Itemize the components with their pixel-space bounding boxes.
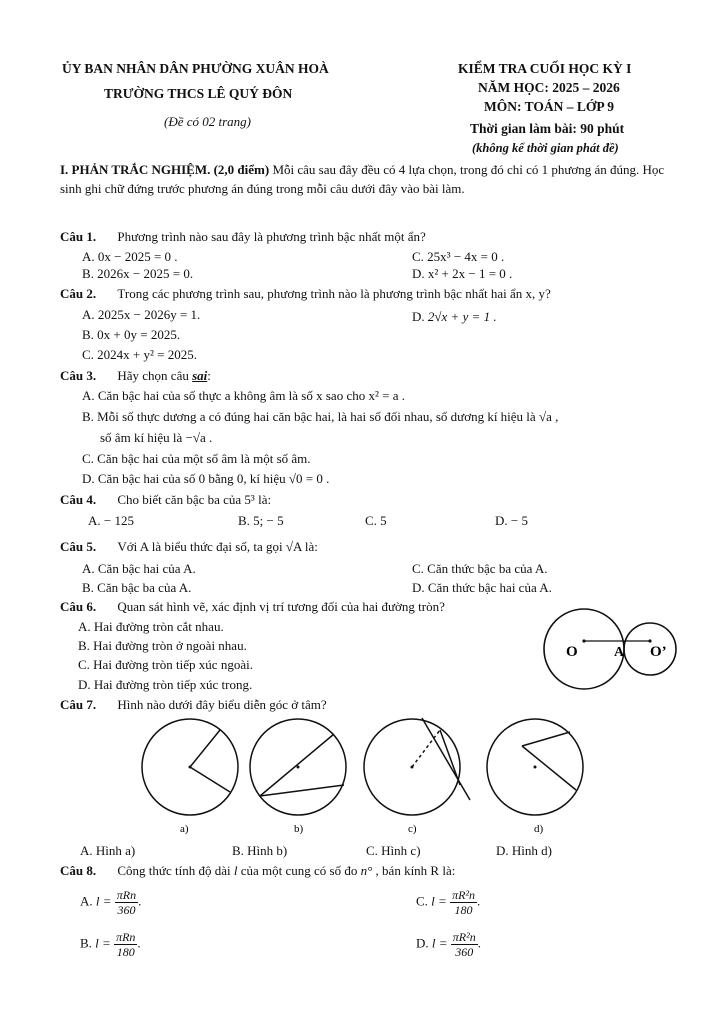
q3-option-a: A. Căn bậc hai của số thực a không âm là số x sao cho x² = a . <box>82 388 405 403</box>
circle-o <box>544 609 624 689</box>
q1-option-c: C. 25x³ − 4x = 0 . <box>412 249 505 264</box>
section-title: I. PHẢN TRẮC NGHIỆM. (2,0 điểm) <box>60 162 270 177</box>
segment-2 <box>522 746 576 790</box>
question-5 <box>60 539 318 555</box>
chord-ca <box>260 785 344 796</box>
q8-option-d: D. l = $\frac{\text{πR²n}}{360}$ . <box>416 930 481 959</box>
question-label: Câu 4. <box>60 492 97 507</box>
q5-option-a: A. Căn bậc hai của A. <box>82 561 196 576</box>
fraction-denominator: 360 <box>117 903 136 917</box>
q1-option-b: B. 2026x − 2025 = 0. <box>82 266 194 281</box>
question-label: Câu 1. <box>60 229 97 244</box>
question-3 <box>60 368 211 384</box>
q2-option-d <box>412 309 497 325</box>
chord-cb <box>260 734 334 796</box>
tangent-line <box>422 718 470 800</box>
q4-option-c: C. 5 <box>365 513 387 528</box>
q2-option-b: B. 0x + 0y = 2025. <box>82 327 181 342</box>
q6-option-b: B. Hai đường tròn ở ngoài nhau. <box>78 638 247 653</box>
fig-label-b: b) <box>294 823 304 835</box>
header-page-note: (Đề có 02 trang) <box>164 114 252 129</box>
q3-option-c: C. Căn bậc hai của một số âm là một số âm. <box>82 451 311 466</box>
q3-option-b: B. Mỗi số thực dương a có đúng hai căn bậc hai, là hai số đối nhau, số dương kí hiệu là √a , <box>82 409 559 424</box>
q7-angles-figure <box>130 712 610 838</box>
q8-option-b: B. l = $\frac{\text{πRn}}{180}$ . <box>80 930 141 959</box>
radius-ob <box>190 767 230 792</box>
q6-option-c: C. Hai đường tròn tiếp xúc ngoài. <box>78 657 253 672</box>
q7-option-c: C. Hình c) <box>366 843 421 858</box>
q2-option-a: A. 2025x − 2026y = 1. <box>82 307 201 322</box>
question-text: Công thức tính độ dài l của một cung có số đo n° , bán kính R là: <box>117 863 456 878</box>
question-text: Phương trình nào sau đây là phương trình bậc nhất một ẩn? <box>117 229 426 244</box>
header-authority: ỦY BAN NHÂN DÂN PHƯỜNG XUÂN HOÀ <box>62 61 329 76</box>
q7-option-a: A. Hình a) <box>80 843 136 858</box>
header-duration: Thời gian làm bài: 90 phút <box>470 121 625 136</box>
question-1 <box>60 229 426 245</box>
q1-option-d: D. x² + 2x − 1 = 0 . <box>412 266 513 281</box>
fraction-numerator: πR²n <box>452 930 476 944</box>
question-label: Câu 8. <box>60 863 97 878</box>
q7-option-b: B. Hình b) <box>232 843 288 858</box>
question-text: Hãy chọn câu sai: <box>117 368 211 383</box>
question-text: Trong các phương trình sau, phương trình nào là phương trình bậc nhất hai ẩn x, y? <box>117 286 551 301</box>
radius-oa <box>190 730 220 767</box>
question-4 <box>60 492 271 508</box>
q3-option-b-cont: số âm kí hiệu là −√a . <box>100 430 213 445</box>
question-label: Câu 2. <box>60 286 97 301</box>
q6-two-circles-figure <box>536 606 686 692</box>
q6-option-a: A. Hai đường tròn cắt nhau. <box>78 619 224 634</box>
q7-option-d: D. Hình d) <box>496 843 552 858</box>
emphasis-word: sai <box>192 368 208 383</box>
fraction-denominator: 180 <box>454 903 473 917</box>
fraction-numerator: πR²n <box>452 888 476 902</box>
header-exam-title: KIỂM TRA CUỐI HỌC KỲ I <box>458 61 632 76</box>
q3-option-d: D. Căn bậc hai của số 0 bằng 0, kí hiệu √0 = 0 . <box>82 471 330 486</box>
label-o-prime: O’ <box>650 644 667 660</box>
question-label: Câu 6. <box>60 599 97 614</box>
fig-label-d: d) <box>534 823 544 835</box>
question-text: Quan sát hình vẽ, xác định vị trí tương đối của hai đường tròn? <box>117 599 445 614</box>
center-dot-o <box>582 639 585 642</box>
center-dot-o-prime <box>648 639 651 642</box>
q8-option-a: A. l = $\frac{\text{πRn}}{360}$ . <box>80 888 142 917</box>
header-school-year: NĂM HỌC: 2025 – 2026 <box>478 80 620 95</box>
question-text: Cho biết căn bậc ba của 5³ là: <box>117 492 272 507</box>
q1-option-a: A. 0x − 2025 = 0 . <box>82 249 178 264</box>
segment-1 <box>522 732 570 746</box>
dashed-radius <box>412 730 440 767</box>
fraction-numerator: πRn <box>116 930 136 944</box>
fraction-numerator: πRn <box>116 888 137 902</box>
label-o: O <box>566 644 578 660</box>
question-text: Với A là biểu thức đại số, ta gọi √A là: <box>117 539 318 554</box>
q4-option-a: A. − 125 <box>88 513 134 528</box>
q5-option-d: D. Căn thức bậc hai của A. <box>412 580 552 595</box>
question-6 <box>60 599 445 615</box>
question-text: Hình nào dưới đây biểu diễn góc ở tâm? <box>117 697 327 712</box>
fraction-denominator: 180 <box>116 945 135 959</box>
fig-label-a: a) <box>180 823 189 835</box>
q2-option-c: C. 2024x + y² = 2025. <box>82 347 197 362</box>
q8-option-c: C. l = $\frac{\text{πR²n}}{180}$ . <box>416 888 481 917</box>
question-2 <box>60 286 551 302</box>
header-subject: MÔN: TOÁN – LỚP 9 <box>484 99 615 114</box>
option-formula: 2√x + y = 1 . <box>427 309 497 324</box>
option-letter: D. <box>412 309 425 324</box>
header-school: TRƯỜNG THCS LÊ QUÝ ĐÔN <box>104 86 293 101</box>
question-label: Câu 3. <box>60 368 97 383</box>
label-a: A <box>614 645 625 660</box>
q4-option-b: B. 5; − 5 <box>238 513 284 528</box>
q4-option-d: D. − 5 <box>495 513 528 528</box>
fig-label-c: c) <box>408 823 417 835</box>
question-8 <box>60 863 455 879</box>
question-label: Câu 7. <box>60 697 97 712</box>
q6-option-d: D. Hai đường tròn tiếp xúc trong. <box>78 677 253 692</box>
section-intro <box>60 160 672 198</box>
q5-option-b: B. Căn bậc ba của A. <box>82 580 192 595</box>
section-instructions: Mỗi câu sau đây đều có 4 lựa chọn, trong đó chỉ có 1 phương án đúng. Học sinh ghi chữ đứng trước phương án đúng trong mỗi câu dưới đây vào bài làm. <box>60 162 665 196</box>
q5-option-c: C. Căn thức bậc ba của A. <box>412 561 548 576</box>
fraction-denominator: 360 <box>455 945 474 959</box>
question-7 <box>60 697 327 713</box>
header-duration-note: (không kể thời gian phát đề) <box>472 141 619 155</box>
question-label: Câu 5. <box>60 539 97 554</box>
